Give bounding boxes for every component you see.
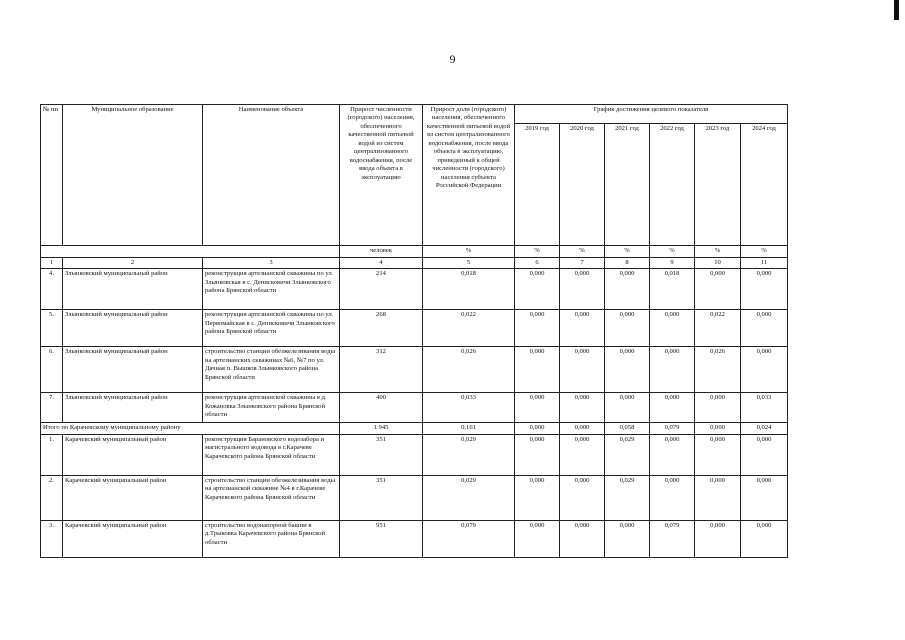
index-cell: 9 [650,258,695,269]
row-y2020: 0,000 [560,475,605,520]
row-y2023: 0,000 [695,269,741,310]
table-row [41,393,788,423]
year-header: 2021 год [605,124,650,246]
index-cell: 4 [340,258,423,269]
row-share: 0,026 [423,347,515,393]
row-num: 4. [41,269,63,310]
row-y2019: 0,000 [515,520,560,557]
col-header-municipality: Муниципальное образование [63,105,203,246]
row-y2024: 0,000 [741,347,788,393]
year-header: 2019 год [515,124,560,246]
row-y2024: 0,033 [741,393,788,423]
index-cell: 8 [605,258,650,269]
row-num: 1. [41,434,63,475]
row-y2024: 0,000 [741,475,788,520]
table-row [41,520,788,557]
row-share: 0,022 [423,310,515,347]
index-cell: 7 [560,258,605,269]
col-header-object: Наименование объекта [203,105,340,246]
row-share: 0,029 [423,475,515,520]
total-row [41,423,788,434]
row-y2021: 0,029 [605,475,650,520]
row-y2024: 0,000 [741,434,788,475]
col-header-num: № пп [41,105,63,246]
row-pop: 351 [340,475,423,520]
units-row [41,246,788,258]
total-y2022: 0,079 [650,423,695,434]
scan-edge-mark [894,0,899,20]
row-pop: 400 [340,393,423,423]
col-header-share-growth: Прирост доли (городского) населения, обеспеченного качественной питьевой водой из систем централизованного водоснабжения, после ввода объекта в эксплуатацию, приведенный к общей численности (городского) населения субъекта Российской Федерации [423,105,515,246]
unit-cell: % [741,246,788,258]
row-share: 0,033 [423,393,515,423]
index-cell: 5 [423,258,515,269]
unit-cell: % [423,246,515,258]
year-header: 2024 год [741,124,788,246]
row-y2022: 0,000 [650,434,695,475]
row-y2023: 0,000 [695,520,741,557]
index-cell: 2 [63,258,203,269]
row-y2021: 0,000 [605,269,650,310]
year-header: 2020 год [560,124,605,246]
row-object: реконструкция артезианской скважины по ул. Злынковская в с. Денисковичи Злынковского района Брянской области [203,269,340,310]
table-row [41,475,788,520]
col-header-pop-growth: Прирост численности (городского) населения, обеспеченного качественной питьевой водой из систем централизованного водоснабжения, после ввода объекта в эксплуатацию [340,105,423,246]
row-share: 0,018 [423,269,515,310]
target-indicator-table [40,104,788,558]
index-cell: 1 [41,258,63,269]
row-num: 6. [41,347,63,393]
row-y2019: 0,000 [515,347,560,393]
row-y2021: 0,029 [605,434,650,475]
row-y2022: 0,000 [650,347,695,393]
row-object: строительство станции обезжелезивания воды на артезианской скважине №4 в г.Карачеве Карачевского района Брянской области [203,475,340,520]
row-y2020: 0,000 [560,310,605,347]
row-municipality: Карачевский муниципальный район [63,434,203,475]
row-y2019: 0,000 [515,393,560,423]
total-y2024: 0,024 [741,423,788,434]
total-y2021: 0,058 [605,423,650,434]
row-y2023: 0,026 [695,347,741,393]
total-y2020: 0,000 [560,423,605,434]
unit-cell: % [695,246,741,258]
row-pop: 351 [340,434,423,475]
row-y2022: 0,018 [650,269,695,310]
index-cell: 6 [515,258,560,269]
table-row [41,434,788,475]
unit-cell: % [650,246,695,258]
row-y2022: 0,079 [650,520,695,557]
row-y2019: 0,000 [515,269,560,310]
header-row [41,105,788,124]
year-header: 2022 год [650,124,695,246]
row-y2019: 0,000 [515,434,560,475]
row-num: 3. [41,520,63,557]
row-y2020: 0,000 [560,520,605,557]
row-y2021: 0,000 [605,393,650,423]
row-y2023: 0,000 [695,475,741,520]
row-y2023: 0,022 [695,310,741,347]
row-pop: 214 [340,269,423,310]
row-municipality: Злынковский муниципальный район [63,310,203,347]
index-cell: 3 [203,258,340,269]
row-y2020: 0,000 [560,393,605,423]
total-pop: 1 945 [340,423,423,434]
row-y2019: 0,000 [515,310,560,347]
row-share: 0,079 [423,520,515,557]
row-municipality: Карачевский муниципальный район [63,520,203,557]
total-share: 0,161 [423,423,515,434]
row-y2024: 0,000 [741,310,788,347]
row-pop: 312 [340,347,423,393]
unit-cell: % [515,246,560,258]
row-y2024: 0,000 [741,269,788,310]
index-cell: 11 [741,258,788,269]
row-object: реконструкция Барановского водозабора и магистрального водовода в г.Карачеве Карачевского района Брянской области [203,434,340,475]
index-cell: 10 [695,258,741,269]
row-municipality: Злынковский муниципальный район [63,269,203,310]
row-share: 0,029 [423,434,515,475]
row-y2020: 0,000 [560,434,605,475]
row-municipality: Карачевский муниципальный район [63,475,203,520]
row-object: реконструкция артезианской скважины в д. Кожановка Злынковского района Брянской области [203,393,340,423]
year-header: 2023 год [695,124,741,246]
col-header-schedule: График достижения целевого показателя [515,105,788,124]
row-municipality: Злынковский муниципальный район [63,393,203,423]
row-pop: 951 [340,520,423,557]
row-y2019: 0,000 [515,475,560,520]
row-y2023: 0,000 [695,393,741,423]
row-num: 2. [41,475,63,520]
row-municipality: Злынковский муниципальный район [63,347,203,393]
unit-cell: % [560,246,605,258]
table-row [41,347,788,393]
row-num: 5. [41,310,63,347]
row-y2022: 0,000 [650,475,695,520]
page-number: 9 [449,52,456,66]
row-y2022: 0,000 [650,310,695,347]
row-object: строительство станции обезжелезивания воды на артезианских скважинах №6, №7 по ул. Дачная п. Вышков Злынковского района Брянской области [203,347,340,393]
row-y2024: 0,000 [741,520,788,557]
row-object: реконструкция артезианской скважины по ул. Первомайская в с. Денисковичи Злынковского района Брянской области [203,310,340,347]
row-y2021: 0,000 [605,310,650,347]
row-y2021: 0,000 [605,347,650,393]
row-y2022: 0,000 [650,393,695,423]
row-object: строительство водонапорной башни в д.Трыковка Карачевского района Брянской области [203,520,340,557]
total-label: Итого по Карачевскому муниципальному району [41,423,340,434]
total-y2019: 0,000 [515,423,560,434]
row-y2021: 0,000 [605,520,650,557]
row-y2020: 0,000 [560,269,605,310]
row-y2020: 0,000 [560,347,605,393]
total-y2023: 0,000 [695,423,741,434]
unit-cell: человек [340,246,423,258]
table-row [41,310,788,347]
table-row [41,269,788,310]
row-num: 7. [41,393,63,423]
column-index-row [41,258,788,269]
row-pop: 268 [340,310,423,347]
row-y2023: 0,000 [695,434,741,475]
unit-cell: % [605,246,650,258]
